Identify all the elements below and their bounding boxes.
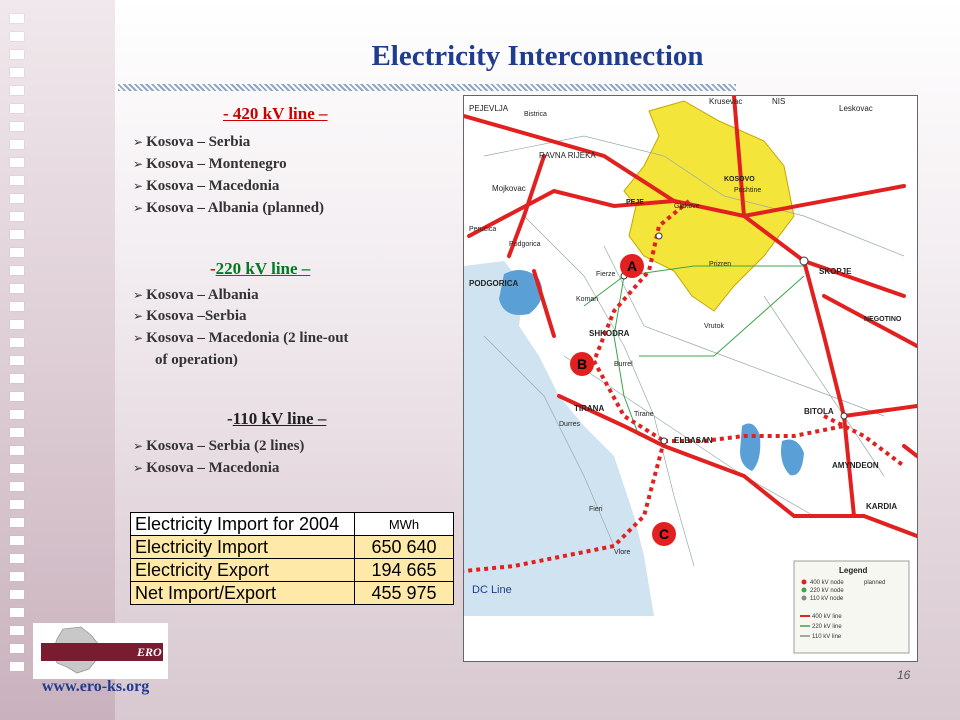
- section-title-420kv: - 420 kV line –: [223, 104, 328, 123]
- label-nis: NIS: [772, 97, 786, 106]
- table-row: [131, 536, 454, 559]
- legend-planned: planned: [864, 580, 886, 586]
- legend-title: Legend: [839, 566, 868, 575]
- list-item: ➢ Kosova – Montenegro: [133, 156, 287, 172]
- legend-row: 400 kV line: [812, 614, 842, 620]
- marker-c: [652, 522, 676, 546]
- table-header-label: Electricity Import for 2004: [131, 513, 355, 536]
- label-koman: Koman: [576, 296, 599, 303]
- label-tirana: TIRANA: [574, 404, 605, 413]
- website-link[interactable]: www.ero-ks.org: [42, 678, 150, 695]
- label-tirane: Tirane: [634, 411, 654, 418]
- label-vrutok: Vrutok: [704, 323, 724, 330]
- legend-row: 400 kV node: [810, 580, 844, 586]
- marker-a-label: A: [626, 258, 638, 274]
- ero-logo-graphic: [33, 623, 168, 679]
- label-kardia: KARDIA: [866, 502, 898, 511]
- list-item: ➢ Kosova – Serbia: [133, 134, 251, 150]
- list-item: ➢ Kosova – Albania (planned): [133, 200, 325, 216]
- label-podgorica-caps: PODGORICA: [469, 279, 519, 288]
- interconnection-map: [463, 95, 918, 662]
- marker-c-label: C: [658, 526, 670, 542]
- table-row: [131, 582, 454, 605]
- row-label: Net Import/Export: [131, 582, 355, 605]
- label-vlore: Vlore: [614, 549, 631, 556]
- row-value: 455 975: [355, 582, 454, 605]
- label-gjakove: Gjakove: [674, 203, 700, 210]
- list-item-continuation: of operation): [155, 352, 238, 368]
- label-mojkovac: Mojkovac: [492, 184, 526, 193]
- title-divider: [118, 84, 736, 91]
- list-item: ➢ Kosova – Macedonia (2 line-out: [133, 330, 349, 346]
- legend-row: 110 kV line: [812, 634, 842, 640]
- label-burrel: Burrel: [614, 361, 633, 368]
- decorative-squares: [10, 14, 24, 680]
- adriatic-sea: [464, 261, 654, 616]
- row-value: 194 665: [355, 559, 454, 582]
- legend-row: 110 kV node: [810, 596, 844, 602]
- label-krusevac: Krusevac: [709, 97, 743, 106]
- list-item: ➢ Kosova – Macedonia: [133, 178, 280, 194]
- section-title-220kv: -220 kV line –: [210, 259, 311, 278]
- row-value: 650 640: [355, 536, 454, 559]
- label-fieri: Fieri: [589, 506, 603, 513]
- label-elbasan: ELBASAN: [674, 436, 713, 445]
- label-prizren: Prizren: [709, 261, 732, 268]
- table-header-row: [131, 513, 454, 536]
- label-amyndeon: AMYNDEON: [832, 461, 879, 470]
- marker-a: [620, 254, 644, 278]
- row-label: Electricity Import: [131, 536, 355, 559]
- marker-b-label: B: [576, 356, 588, 372]
- label-leskovac: Leskovac: [839, 104, 873, 113]
- label-bitola: BITOLA: [804, 407, 834, 416]
- list-item: ➢ Kosova – Albania: [133, 287, 259, 303]
- table-header-unit: MWh: [355, 513, 454, 536]
- label-podgorica: Podgorica: [509, 241, 541, 248]
- logo-text: ERO: [137, 645, 162, 659]
- label-peje: PEJE: [626, 199, 644, 206]
- ero-logo: [33, 623, 168, 679]
- label-perucica: Perućica: [469, 226, 497, 233]
- list-item: ➢ Kosova – Serbia (2 lines): [133, 438, 305, 454]
- lake-prespa: [781, 440, 804, 476]
- label-bistrica: Bistrica: [524, 111, 547, 118]
- list-item: ➢ Kosova –Serbia: [133, 308, 247, 324]
- legend-row: 220 kV line: [812, 624, 842, 630]
- label-skopje: SKOPJE: [819, 267, 852, 276]
- dc-line-label: DC Line: [472, 584, 512, 596]
- page-title: Electricity Interconnection: [371, 40, 704, 72]
- map-legend: [794, 561, 909, 653]
- marker-b: [570, 352, 594, 376]
- map-svg: [464, 96, 917, 661]
- label-prishtine: Prishtine: [734, 187, 762, 194]
- label-ravna-rijeka: RAVNA RIJEKA: [539, 151, 596, 160]
- kosovo-region: [624, 101, 794, 311]
- legend-row: 220 kV node: [810, 588, 844, 594]
- label-durres: Durres: [559, 421, 581, 428]
- label-negotino: NEGOTINO: [864, 316, 902, 323]
- section-title-110kv: -110 kV line –: [227, 409, 327, 428]
- list-item: ➢ Kosova – Macedonia: [133, 460, 280, 476]
- label-kosovo: KOSOVO: [724, 176, 755, 183]
- label-fierze: Fierze: [596, 271, 616, 278]
- label-shkodra: SHKODRA: [589, 329, 630, 338]
- left-decorative-bar: [0, 0, 115, 720]
- page-number: 16: [897, 668, 911, 682]
- table-row: [131, 559, 454, 582]
- row-label: Electricity Export: [131, 559, 355, 582]
- lake-ohrid: [740, 424, 760, 471]
- label-pejevlja: PEJEVLJA: [469, 104, 509, 113]
- electricity-table: [130, 512, 454, 605]
